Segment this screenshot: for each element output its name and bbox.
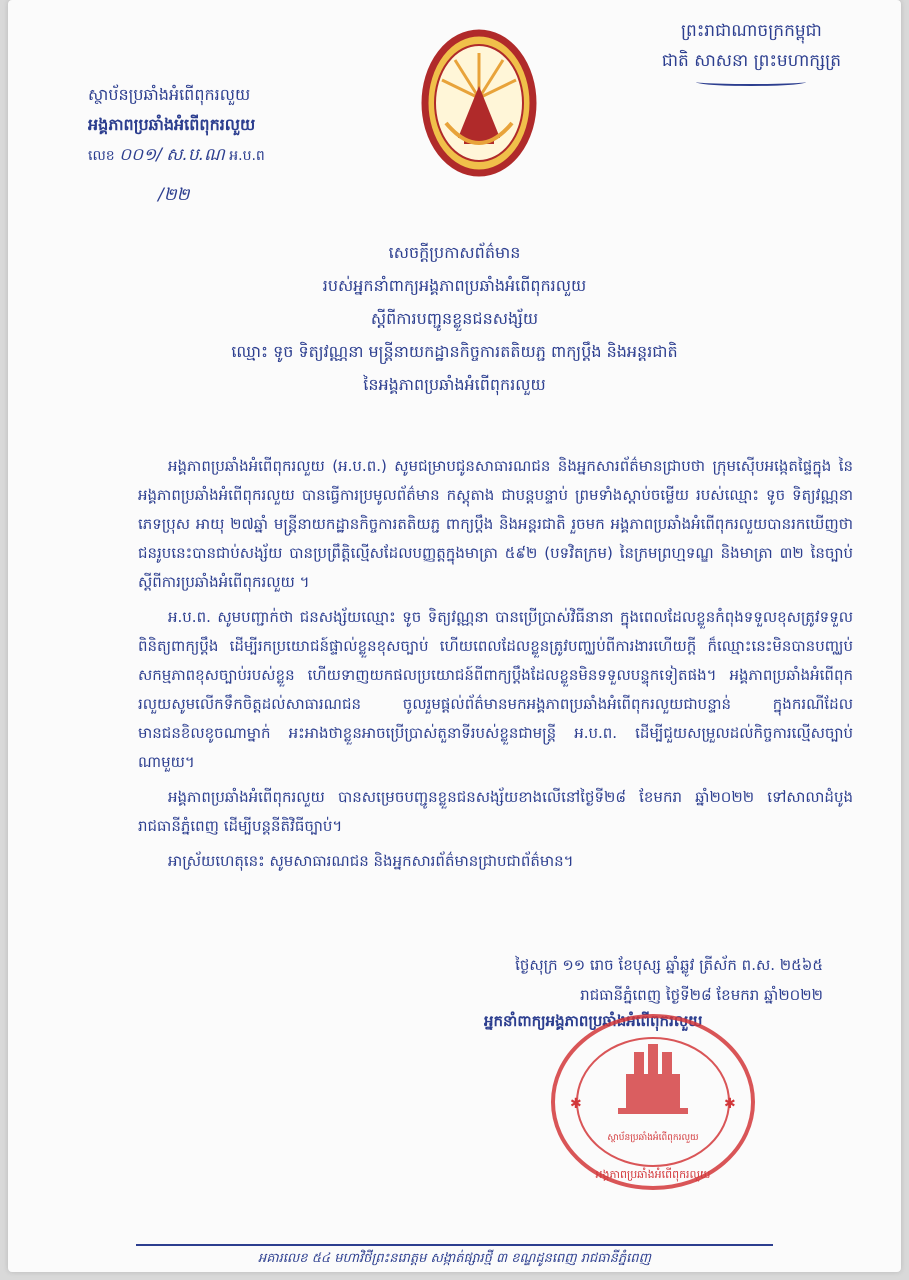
document-page (8, 0, 901, 1272)
seal-star-right-icon: ✱ (724, 1096, 736, 1112)
date-block (515, 950, 823, 1010)
seal-inner-text: ស្ថាប័នប្រឆាំងអំពើពុករលួយ (607, 1133, 699, 1143)
motto-ornament (696, 78, 806, 86)
kingdom-header (662, 16, 841, 86)
headline (88, 236, 821, 401)
headline-line: ស្តីពីការបញ្ជូនខ្លួនជនសង្ស័យ (370, 309, 539, 328)
headline-line: សេចក្តីប្រកាសព័ត៌មាន (388, 243, 521, 262)
seal-outer-text: អង្គភាពប្រឆាំងអំពើពុករលួយ (595, 1168, 711, 1181)
paragraph: អង្គភាពប្រឆាំងអំពើពុករលួយ (អ.ប.ព.) សូមជម្រាបជូនសាធារណជន និងអ្នកសារព័ត៌មានជ្រាបថា ក្រុមស៊ើបអង្កេតផ្ទៃក្នុង នៃអង្គភាពប្រឆាំងអំពើពុករលួយ បានធ្វើការប្រមូលព័ត៌មាន កស្តុតាង ជាបន្តបន្ទាប់ ព្រមទាំងស្តាប់ចម្លើយ របស់ឈ្មោះ ទូច ទិត្យវណ្ណនា ភេទប្រុស អាយុ ២៧ឆ្នាំ មន្ត្រីនាយកដ្ឋានកិច្ចការតតិយភ្ជ ពាក្យប្តឹង និងអន្តរជាតិ រួចមក អង្គភាពប្រឆាំងអំពើពុករលួយបានរកឃើញថា ជនរូបនេះបានជាប់សង្ស័យ បានប្រព្រឹត្តិល្មើសដែលបញ្ញត្តក្នុងមាត្រា ៥៩២ (បទវិតក្រម) នៃក្រមព្រហ្មទណ្ឌ និងមាត្រា ៣២ នៃច្បាប់ស្តីពីការប្រឆាំងអំពើពុករលួយ ។ (138, 457, 853, 591)
ref-label: លេខ (88, 148, 115, 164)
headline-line: របស់អ្នកនាំពាក្យអង្គភាពប្រឆាំងអំពើពុករលួយ (322, 276, 587, 295)
acu-logo (420, 28, 538, 178)
footer-divider (136, 1244, 773, 1246)
ref-abbrev: អ.ប.ព (229, 148, 265, 164)
lunar-date: ថ្ងៃសុក្រ ១១ រោច ខែបុស្ស ឆ្នាំឆ្លូវ ត្រីស័ក ព.ស. ២៥៦៥ (515, 956, 823, 974)
body-text (138, 452, 853, 882)
kingdom-title: ព្រះរាជាណាចក្រកម្ពុជា (680, 21, 822, 41)
footer-address: អគារលេខ ៥៤ មហាវិថីព្រះនរោត្តម សង្កាត់ផ្សារថ្មី ៣ ខណ្ឌដូនពេញ រាជធានីភ្នំពេញ (258, 1251, 651, 1266)
ref-number: ០០១/ (119, 145, 162, 165)
agency-block (88, 80, 265, 171)
headline-line: នៃអង្គភាពប្រឆាំងអំពើពុករលួយ (363, 375, 546, 394)
paragraph: អ.ប.ព. សូមបញ្ជាក់ថា ជនសង្ស័យឈ្មោះ ទូច ទិត្យវណ្ណនា បានប្រើប្រាស់វិធីនានា ក្នុងពេលដែលខ្លួនកំពុងទទួលខុសត្រូវទទួលពិនិត្យពាក្យប្តឹង ដើម្បីរកប្រយោជន៍ផ្ទាល់ខ្លួនខុសច្បាប់ ហើយពេលដែលខ្លួនត្រូវបញ្ឈប់ពីការងារហើយក្តី ក៏ឈ្មោះនេះមិនបានបញ្ឈប់សកម្មភាពខុសច្បាប់របស់ខ្លួន ហើយទាញយកផលប្រយោជន៍ពីពាក្យប្តឹងដែលខ្លួនមិនទទួលបន្ទុកទៀតផង។ អង្គភាពប្រឆាំងអំពើពុករលួយសូមលើកទឹកចិត្តដល់សាធារណជន ចូលរួមផ្តល់ព័ត៌មានមកអង្គភាពប្រឆាំងអំពើពុករលួយជាបន្ទាន់ ក្នុងករណីដែលមានជនខិលខូចណាម្នាក់ អះអាងថាខ្លួនអាចប្រើប្រាស់តួនាទីរបស់ខ្លួនជាមន្ត្រី អ.ប.ព. ដើម្បីជួយសម្រួលដល់កិច្ចការល្មើសច្បាប់ណាមួយ។ (138, 608, 853, 771)
reference-number (88, 140, 265, 171)
ref-suffix: ស.ប.ណ (166, 145, 225, 165)
unit-name: អង្គភាពប្រឆាំងអំពើពុករលួយ (88, 115, 256, 134)
headline-line: ឈ្មោះ ទូច ទិត្យវណ្ណនា មន្ត្រីនាយកដ្ឋានកិច្ចការតតិយភ្ជ ពាក្យប្តឹង និងអន្តរជាតិ (231, 342, 678, 361)
paragraph: អង្គភាពប្រឆាំងអំពើពុករលួយ បានសម្រេចបញ្ជូនខ្លួនជនសង្ស័យខាងលើនៅថ្ងៃទី២៨ ខែមករា ឆ្នាំ២០២២ ទៅសាលាដំបូងរាជធានីភ្នំពេញ ដើម្បីបន្តនីតិវិធីច្បាប់។ (138, 788, 853, 835)
ref-year: /២២ (158, 185, 190, 205)
official-seal (548, 1012, 758, 1192)
seal-star-left-icon: ✱ (570, 1096, 582, 1112)
solar-date: រាជធានីភ្នំពេញ ថ្ងៃទី២៨ ខែមករា ឆ្នាំ២០២២ (580, 986, 823, 1004)
institution-name: ស្ថាប័នប្រឆាំងអំពើពុករលួយ (88, 85, 251, 104)
signer-title: អ្នកនាំពាក្យអង្គភាពប្រឆាំងអំពើពុករលួយ (484, 1012, 703, 1030)
kingdom-motto: ជាតិ សាសនា ព្រះមហាក្សត្រ (661, 51, 841, 71)
paragraph: អាស្រ័យហេតុនេះ សូមសាធារណជន និងអ្នកសារព័ត៌មានជ្រាបជាព័ត៌មាន។ (168, 852, 574, 870)
